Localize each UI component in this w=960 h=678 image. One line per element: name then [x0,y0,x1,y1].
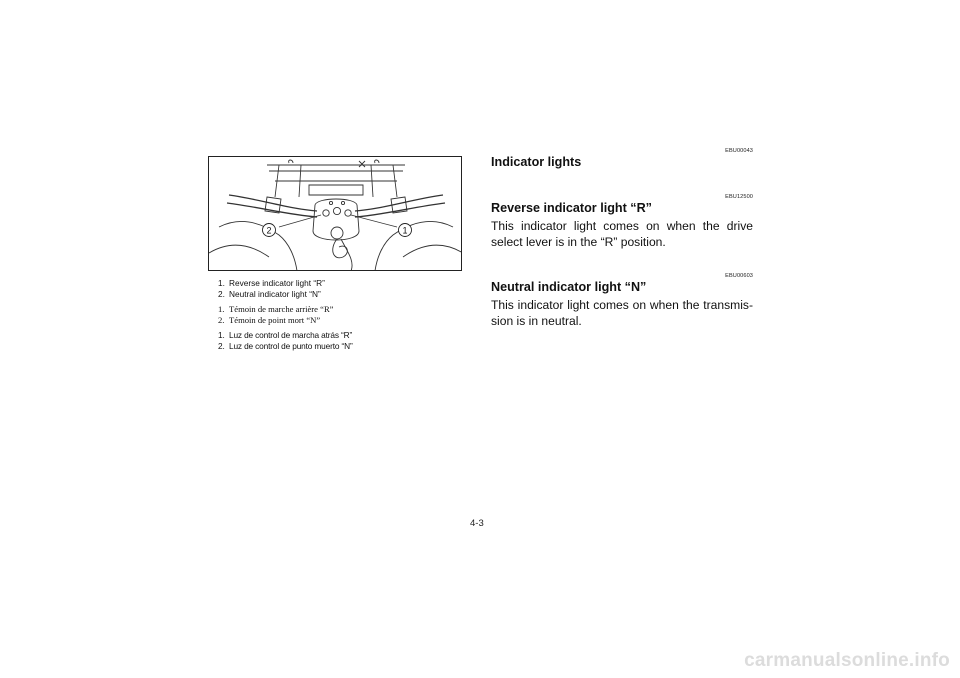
captions-english [218,278,468,299]
caption-item [218,278,468,289]
caption-number: 2. [218,340,225,351]
callout-2 [263,224,276,237]
caption-text: Témoin de point mort “N” [229,314,321,325]
callout-2-label: 2 [266,225,272,236]
captions-spanish [218,330,468,351]
caption-text: Luz de control de marcha atrás “R” [229,330,353,341]
section-code: EBU00043 [725,148,753,154]
manual-text-column [491,148,753,329]
caption-item [218,330,468,341]
caption-number: 1. [218,330,225,341]
callout-1-label: 1 [402,225,408,236]
caption-text: Témoin de marche arrière “R” [229,304,334,315]
section-code: EBU00603 [725,273,753,280]
caption-item [218,304,468,315]
caption-number: 2. [218,314,225,325]
caption-item [218,341,468,352]
section-body-reverse-light: This indicator light comes on when the drive select lever is in the “R” position. [491,219,753,249]
page-number: 4-3 [470,518,484,529]
section-heading-indicator-lights: Indicator lights [491,155,582,169]
caption-text: Neutral indicator light “N” [229,288,321,299]
section-code: EBU12500 [725,194,753,200]
caption-text: Reverse indicator light “R” [229,278,325,288]
figure-captions [218,278,468,357]
captions-french [218,304,468,325]
caption-number: 1. [218,278,225,288]
section-body-neutral-light: This indicator light comes on when the transmis- sion is in neutral. [491,298,753,328]
watermark: carmanualsonline.info [744,650,950,671]
caption-number: 2. [218,288,225,299]
section-heading-reverse-light: Reverse indicator light “R” [491,201,652,215]
callout-1 [399,224,412,237]
indicator-illustration [208,156,462,271]
section-heading-neutral-light: Neutral indicator light “N” [491,280,647,295]
caption-number: 1. [218,304,225,315]
handlebar-drawing [209,157,462,271]
caption-text: Luz de control de punto muerto “N” [229,340,353,351]
caption-item [218,289,468,300]
caption-item [218,315,468,326]
